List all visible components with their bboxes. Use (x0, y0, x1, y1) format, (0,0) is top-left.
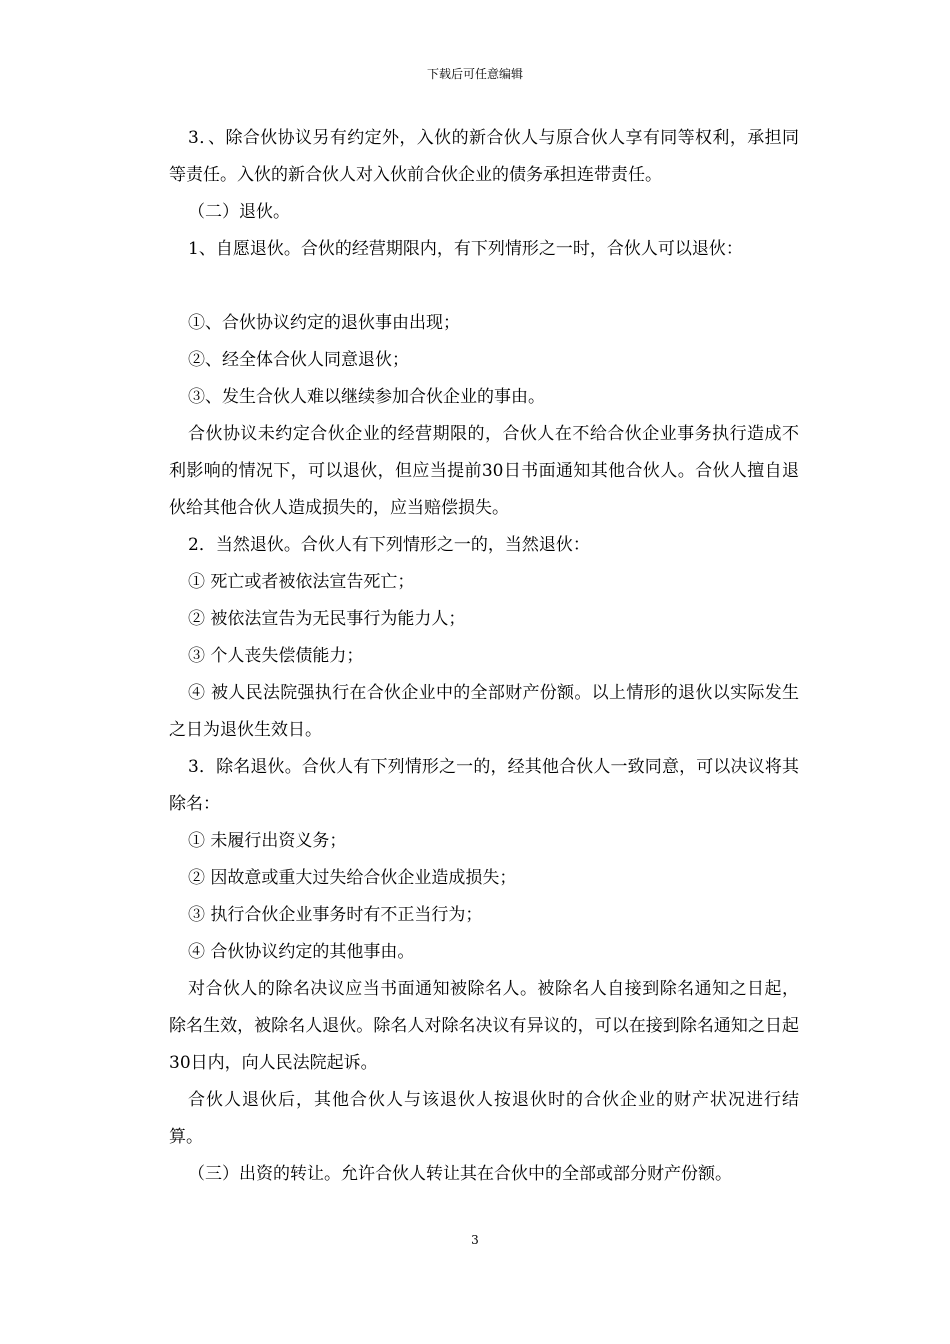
section-heading-withdrawal: （二）退伙。 (188, 202, 290, 222)
paragraph-voluntary-withdrawal: 1、自愿退伙。合伙的经营期限内，有下列情形之一时，合伙人可以退伙： (188, 239, 743, 259)
paragraph-settlement: 合伙人退伙后，其他合伙人与该退伙人按退伙时的合伙企业的财产状况进行结算。 (169, 1090, 799, 1147)
list-item: ② 因故意或重大过失给合伙企业造成损失； (188, 868, 517, 888)
page-number: 3 (471, 1233, 479, 1247)
page-header: 下载后可任意编辑 (426, 67, 523, 81)
paragraph-unlimited-term: 合伙协议未约定合伙企业的经营期限的，合伙人在不给合伙企业事务执行造成不利影响的情况下，可以退伙，但应当提前30日书面通知其他合伙人。合伙人擅自退伙给其他合伙人造成损失的，应当赔偿损失。 (169, 424, 799, 518)
list-item: ④ 合伙协议约定的其他事由。 (188, 942, 415, 962)
list-item: ③、发生合伙人难以继续参加合伙企业的事由。 (188, 387, 545, 407)
list-item: ②、经全体合伙人同意退伙； (188, 350, 409, 370)
list-item: ① 死亡或者被依法宣告死亡； (188, 572, 415, 592)
section-heading-transfer: （三）出资的转让。允许合伙人转让其在合伙中的全部或部分财产份额。 (188, 1164, 732, 1184)
document-body (169, 120, 799, 1193)
list-item: ① 未履行出资义务； (188, 831, 347, 851)
list-item: ④ 被人民法院强执行在合伙企业中的全部财产份额。以上情形的退伙以实际发生之日为退伙生效日。 (169, 683, 799, 740)
list-item: ①、合伙协议约定的退伙事由出现； (188, 313, 460, 333)
list-item: ③ 执行合伙企业事务时有不正当行为； (188, 905, 483, 925)
list-item: ② 被依法宣告为无民事行为能力人； (188, 609, 466, 629)
list-item: ③ 个人丧失偿债能力； (188, 646, 364, 666)
paragraph-clause-3: 3．、除合伙协议另有约定外，入伙的新合伙人与原合伙人享有同等权利，承担同等责任。入伙的新合伙人对入伙前合伙企业的债务承担连带责任。 (169, 128, 799, 185)
paragraph-expulsion-notice: 对合伙人的除名决议应当书面通知被除名人。被除名人自接到除名通知之日起，除名生效，被除名人退伙。除名人对除名决议有异议的，可以在接到除名通知之日起30日内，向人民法院起诉。 (169, 979, 799, 1073)
paragraph-expulsion: 3．除名退伙。合伙人有下列情形之一的，经其他合伙人一致同意，可以决议将其除名： (169, 757, 799, 814)
paragraph-automatic-withdrawal: 2．当然退伙。合伙人有下列情形之一的，当然退伙： (188, 535, 590, 555)
